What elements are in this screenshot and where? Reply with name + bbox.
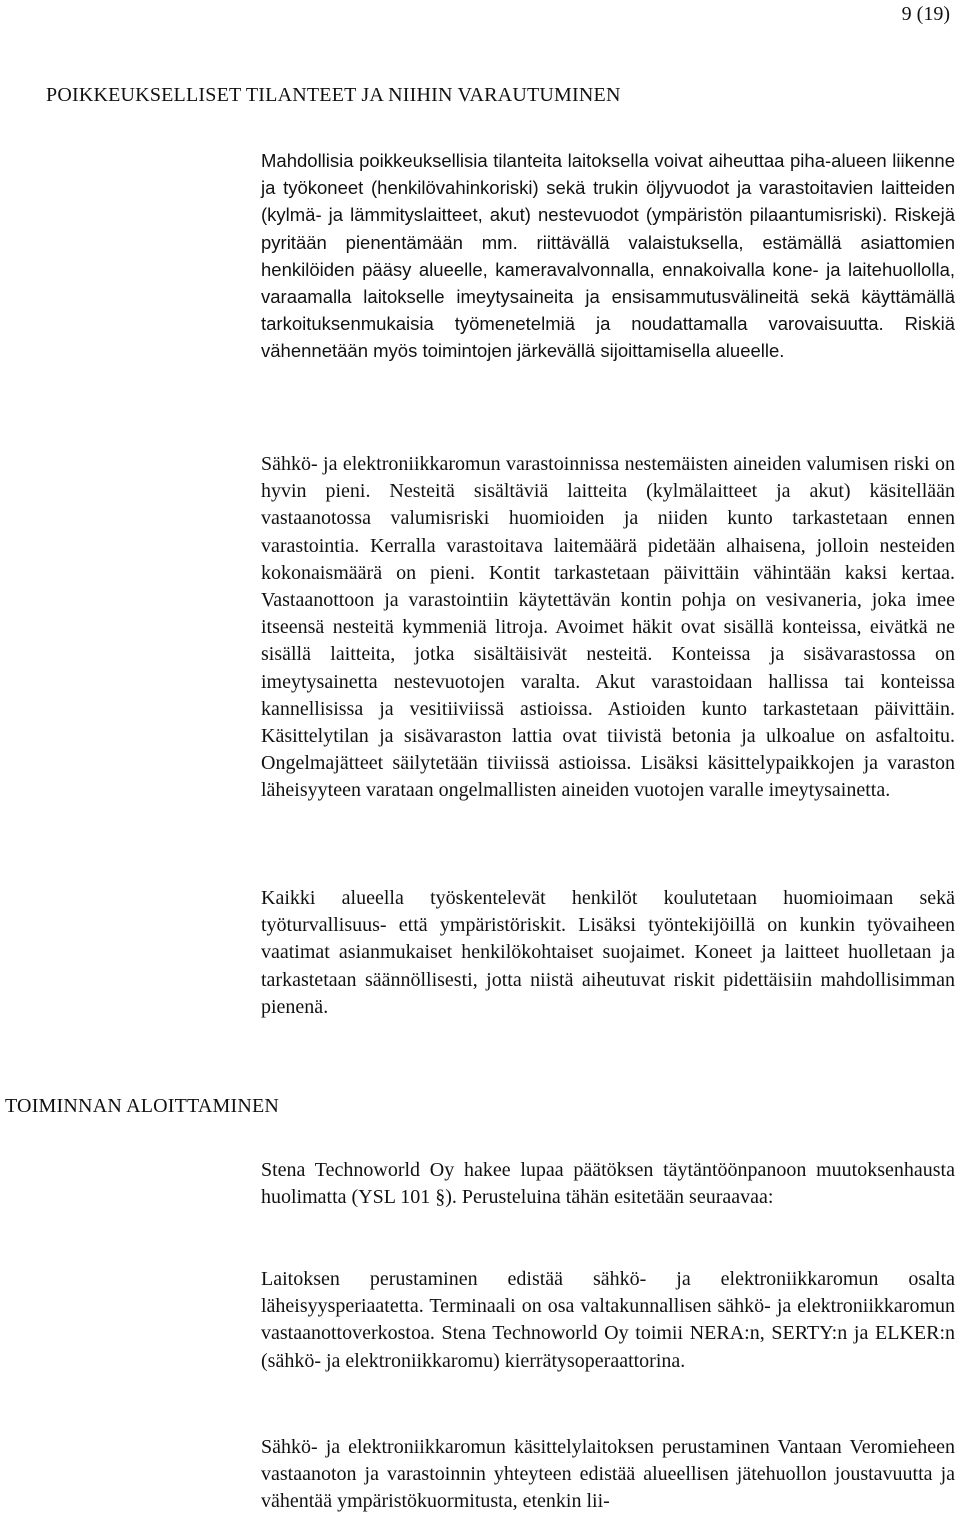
paragraph-proximity-principle: Laitoksen perustaminen edistää sähkö- ja elektroniikkaromun osalta läheisyysperiaatetta. Terminaali on osa valtakunnallisen sähkö- ja elektroniikkaromun vastaanottoverkostoa. Stena Technoworld Oy toimii NERA:n, SERTY:n ja ELKER:n (sähkö- ja elektroniikkaromu) kierrätysoperaattorina. bbox=[261, 1268, 955, 1372]
section-heading-exceptional-situations: POIKKEUKSELLISET TILANTEET JA NIIHIN VARAUTUMINEN bbox=[46, 84, 621, 106]
section-heading-start-of-operations: TOIMINNAN ALOITTAMINEN bbox=[5, 1095, 280, 1117]
paragraph-waste-management: Sähkö- ja elektroniikkaromun käsittelylaitoksen perustaminen Vantaan Veromieheen vastaanoton ja varastoinnin yhteyteen edistää alueellisen jätehuollon joustavuutta ja vähentää ympäristökuormitusta, etenkin lii- bbox=[261, 1436, 955, 1513]
paragraph-risks: Mahdollisia poikkeuksellisia tilanteita laitoksella voivat aiheuttaa piha-alueen liikenne ja työkoneet (henkilövahinkoriski) sekä trukin öljyvuodot ja varastoitavien laitteiden (kylmä- ja lämmityslaitteet, akut) nestevuodot (ympäristön pilaantumisriski). Riskejä pyritään pienentämään mm. riittävällä valaistuksella, estämällä asiattomien henkilöiden pääsy alueelle, kameravalvonnalla, ennakoivalla kone- ja laitehuollolla, varaamalla laitokselle imeytysaineita ja ensisammutusvälineitä sekä käyttämällä tarkoituksenmukaisia työmenetelmiä ja noudattamalla varovaisuutta. Riskiä vähennetään myös toimintojen järkevällä sijoittamisella alueelle. bbox=[261, 150, 955, 362]
page-number: 9 (19) bbox=[901, 3, 950, 25]
paragraph-liquid-leaks: Sähkö- ja elektroniikkaromun varastoinnissa nestemäisten aineiden valumisen riski on hyvin pieni. Nesteitä sisältäviä laitteita (kylmälaitteet ja akut) käsitellään vastaanotossa valumisriski huomioiden ja niiden kunto tarkastetaan ennen varastointia. Kerralla varastoitava laitemäärä pidetään alhaisena, jolloin nesteiden kokonaismäärä on pieni. Kontit tarkastetaan päivittäin vähintään kaksi kertaa. Vastaanottoon ja varastointiin käytettävän kontin pohja on vesivaneria, joka imee itseensä nesteitä kymmeniä litroja. Avoimet häkit ovat sisällä konteissa, eivätkä ne sisällä laitteita, jotka sisältäisivät nesteitä. Konteissa ja sisävarastossa on imeytysainetta nestevuotojen varalta. Akut varastoidaan hallissa tai konteissa kannellisissa ja vesitiiviissä astioissa. Astioiden kunto tarkastetaan päivittäin. Käsittelytilan ja sisävaraston lattia ovat tiivistä betonia ja ulkoalue on asfaltoitu. Ongelmajätteet säilytetään tiiviissä astioissa. Lisäksi käsittelypaikkojen ja varaston läheisyyteen varataan ongelmallisten aineiden vuotojen varalle imeytysainetta. bbox=[261, 453, 955, 802]
paragraph-permit-request: Stena Technoworld Oy hakee lupaa päätöksen täytäntöönpanoon muutoksenhausta huolimatta (YSL 101 §). Perusteluina tähän esitetään seuraavaa: bbox=[261, 1159, 955, 1209]
paragraph-training: Kaikki alueella työskentelevät henkilöt koulutetaan huomioimaan sekä työturvallisuus- että ympäristöriskit. Lisäksi työntekijöillä on kunkin työvaiheen vaatimat asianmukaiset henkilökohtaiset suojaimet. Koneet ja laitteet huolletaan ja tarkastetaan säännöllisesti, jotta niistä aiheutuvat riskit pidettäisiin mahdollisimman pienenä. bbox=[261, 887, 955, 1018]
